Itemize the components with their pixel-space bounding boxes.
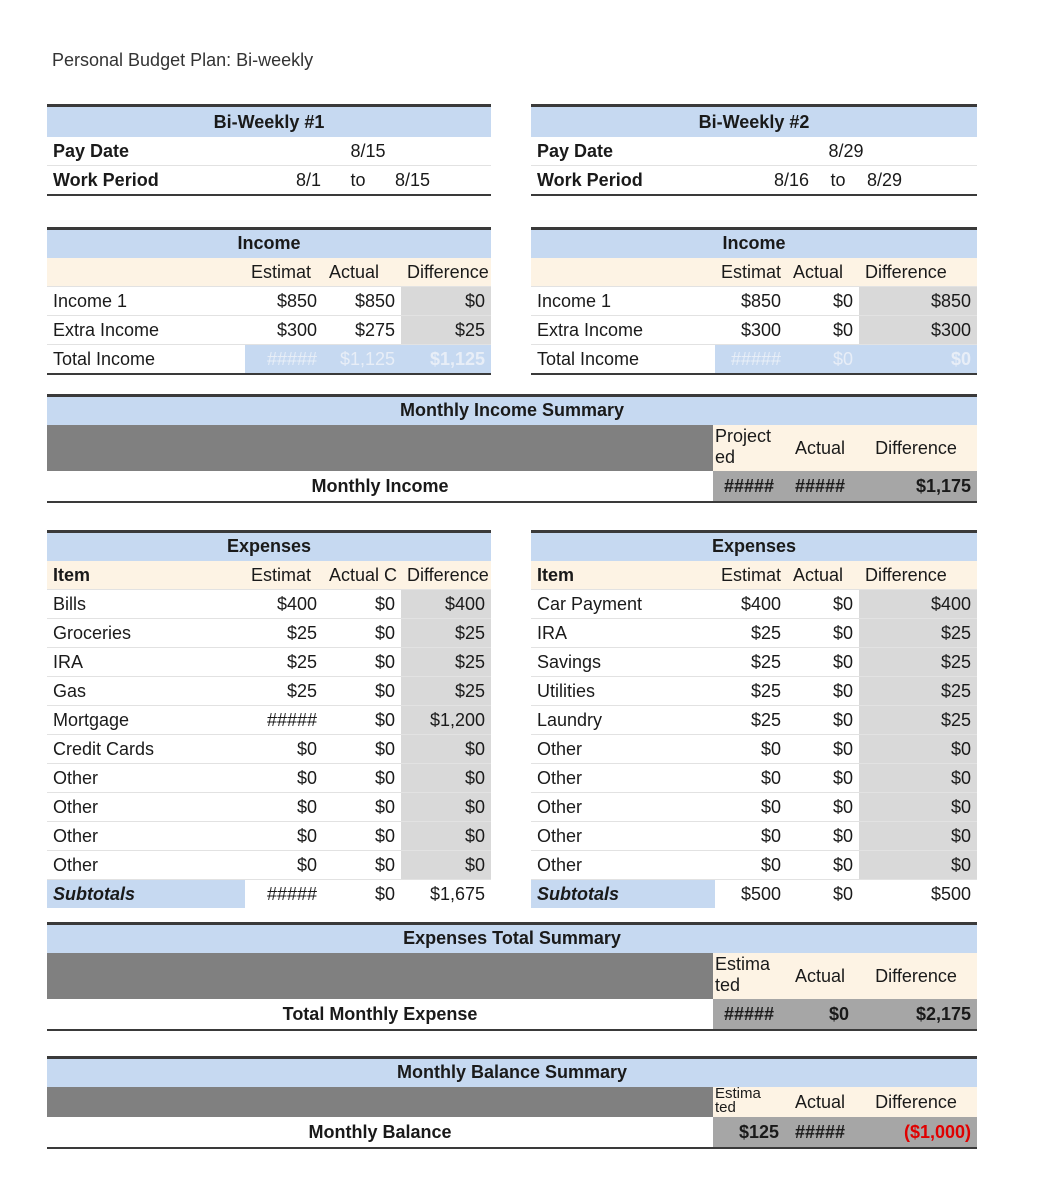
- expense-estimate[interactable]: $0: [296, 768, 317, 788]
- income-difference: $25: [401, 316, 491, 344]
- expense-actual[interactable]: $0: [374, 855, 395, 875]
- table-row: [531, 822, 977, 851]
- total-income-actual: $1,125: [323, 345, 401, 373]
- expense-estimate[interactable]: $0: [296, 855, 317, 875]
- col-estimate: Estimat: [251, 262, 312, 282]
- table-row: [47, 648, 491, 677]
- expense-difference: $0: [859, 851, 977, 879]
- total-expense-actual: $0: [785, 999, 855, 1029]
- pay-date-label: Pay Date: [53, 141, 130, 161]
- expense-actual[interactable]: $0: [832, 797, 853, 817]
- expense-estimate[interactable]: $0: [760, 826, 781, 846]
- expenses-total-summary: [47, 922, 977, 1031]
- work-period-to-label: to: [830, 170, 846, 190]
- expense-difference: $25: [859, 706, 977, 734]
- table-row: [47, 677, 491, 706]
- total-expense-difference: $2,175: [855, 999, 977, 1029]
- subtotal-estimate: #####: [245, 880, 323, 908]
- expense-estimate[interactable]: $25: [286, 652, 317, 672]
- monthly-balance-label: Monthly Balance: [308, 1122, 452, 1142]
- col-item: Item: [537, 565, 575, 585]
- expense-item: Savings: [537, 652, 602, 672]
- work-period-from[interactable]: 8/1: [295, 170, 321, 190]
- work-period-label: Work Period: [537, 170, 643, 190]
- table-row: [531, 619, 977, 648]
- monthly-balance-summary: [47, 1056, 977, 1149]
- biweekly-1-table: [47, 104, 491, 196]
- monthly-income-label: Monthly Income: [311, 476, 449, 496]
- expense-item: Gas: [53, 681, 87, 701]
- expense-item: Mortgage: [53, 710, 130, 730]
- expense-estimate[interactable]: $400: [740, 594, 781, 614]
- income-1-header: Income: [47, 227, 491, 258]
- monthly-balance-summary-header: Monthly Balance Summary: [47, 1056, 977, 1087]
- expense-item: Utilities: [537, 681, 596, 701]
- expense-estimate[interactable]: $0: [760, 855, 781, 875]
- expense-estimate[interactable]: $0: [296, 826, 317, 846]
- col-difference: Difference: [407, 262, 489, 282]
- col-actual: Actual: [329, 262, 380, 282]
- expense-estimate[interactable]: $0: [760, 797, 781, 817]
- table-row: [47, 735, 491, 764]
- col-estimate: Estimat: [721, 262, 782, 282]
- expense-actual[interactable]: $0: [832, 710, 853, 730]
- expense-difference: $0: [859, 735, 977, 763]
- expense-item: Car Payment: [537, 594, 643, 614]
- expenses-1-header: Expenses: [47, 530, 491, 561]
- expense-item: Other: [537, 768, 583, 788]
- table-row: [47, 764, 491, 793]
- expense-actual[interactable]: $0: [832, 739, 853, 759]
- expense-item: Other: [53, 797, 99, 817]
- monthly-income-difference: $1,175: [855, 471, 977, 501]
- col-estimated: Estima ted: [713, 1087, 785, 1117]
- expense-item: Laundry: [537, 710, 603, 730]
- income-difference: $300: [859, 316, 977, 344]
- expense-estimate[interactable]: $25: [286, 623, 317, 643]
- expenses-2-table: [531, 530, 977, 908]
- income-actual[interactable]: $0: [832, 320, 853, 340]
- expense-actual[interactable]: $0: [374, 623, 395, 643]
- subtotal-actual: $0: [323, 880, 401, 908]
- monthly-income-projected: #####: [713, 471, 785, 501]
- table-row: [531, 706, 977, 735]
- total-income-label: Total Income: [537, 349, 640, 369]
- table-row: [47, 590, 491, 619]
- expense-difference: $0: [859, 764, 977, 792]
- expense-item: IRA: [53, 652, 84, 672]
- col-actual: Actual C: [329, 565, 398, 585]
- income-label: Income 1: [537, 291, 612, 311]
- expense-actual[interactable]: $0: [374, 710, 395, 730]
- expense-actual[interactable]: $0: [832, 768, 853, 788]
- col-actual: Actual: [793, 262, 844, 282]
- expense-item: Other: [537, 855, 583, 875]
- page-title: Personal Budget Plan: Bi-weekly: [52, 50, 314, 70]
- expense-difference: $25: [859, 619, 977, 647]
- table-row: [531, 793, 977, 822]
- expense-actual[interactable]: $0: [832, 594, 853, 614]
- subtotals-label: Subtotals: [53, 884, 136, 904]
- expense-estimate[interactable]: $0: [296, 797, 317, 817]
- expense-item: Other: [537, 826, 583, 846]
- expense-difference: $0: [859, 822, 977, 850]
- expense-estimate[interactable]: $0: [296, 739, 317, 759]
- col-estimate: Estimat: [251, 565, 312, 585]
- expenses-total-summary-header: Expenses Total Summary: [47, 922, 977, 953]
- expense-actual[interactable]: $0: [832, 681, 853, 701]
- income-estimate[interactable]: $850: [740, 291, 781, 311]
- col-difference: Difference: [855, 1087, 977, 1117]
- col-difference: Difference: [855, 953, 977, 999]
- expense-difference: $1,200: [401, 706, 491, 734]
- expense-actual[interactable]: $0: [374, 768, 395, 788]
- col-difference: Difference: [855, 425, 977, 471]
- expense-difference: $400: [859, 590, 977, 618]
- expense-item: Other: [53, 855, 99, 875]
- total-income-difference: $0: [859, 345, 977, 373]
- pay-date-value[interactable]: 8/15: [350, 141, 386, 161]
- expense-actual[interactable]: $0: [832, 826, 853, 846]
- expense-difference: $25: [859, 677, 977, 705]
- income-2-header: Income: [531, 227, 977, 258]
- income-1-table: [47, 227, 491, 375]
- expense-item: Groceries: [53, 623, 132, 643]
- total-income-actual: $0: [787, 345, 859, 373]
- biweekly-2-header: Bi-Weekly #2: [531, 104, 977, 137]
- expense-actual[interactable]: $0: [832, 855, 853, 875]
- total-monthly-expense-label: Total Monthly Expense: [282, 1004, 478, 1024]
- expense-estimate[interactable]: $0: [760, 768, 781, 788]
- income-estimate[interactable]: $300: [740, 320, 781, 340]
- expense-difference: $400: [401, 590, 491, 618]
- expenses-2-header: Expenses: [531, 530, 977, 561]
- expense-difference: $25: [401, 677, 491, 705]
- expense-item: Other: [537, 739, 583, 759]
- monthly-balance-estimated: $125: [713, 1117, 785, 1147]
- total-expense-estimated: #####: [713, 999, 785, 1029]
- expense-difference: $25: [401, 648, 491, 676]
- expense-actual[interactable]: $0: [374, 652, 395, 672]
- income-actual[interactable]: $0: [832, 291, 853, 311]
- monthly-income-summary: [47, 394, 977, 503]
- col-actual: Actual: [793, 565, 844, 585]
- table-row: [47, 822, 491, 851]
- monthly-income-summary-header: Monthly Income Summary: [47, 394, 977, 425]
- pay-date-label: Pay Date: [537, 141, 614, 161]
- income-difference: $850: [859, 287, 977, 315]
- subtotal-difference: $1,675: [401, 880, 491, 908]
- expense-item: Other: [53, 826, 99, 846]
- col-estimated: Estima ted: [713, 953, 785, 999]
- col-difference: Difference: [865, 565, 947, 585]
- expense-item: Other: [537, 797, 583, 817]
- work-period-from[interactable]: 8/16: [773, 170, 809, 190]
- subtotal-estimate: $500: [715, 880, 787, 908]
- expenses-1-table: [47, 530, 491, 908]
- income-estimate[interactable]: $300: [276, 320, 317, 340]
- pay-date-value[interactable]: 8/29: [828, 141, 864, 161]
- col-actual: Actual: [785, 425, 855, 471]
- table-row: [47, 851, 491, 880]
- work-period-to-label: to: [350, 170, 366, 190]
- subtotal-actual: $0: [787, 880, 859, 908]
- income-label: Extra Income: [537, 320, 644, 340]
- col-estimate: Estimat: [721, 565, 782, 585]
- col-difference: Difference: [407, 565, 489, 585]
- table-row: [531, 764, 977, 793]
- table-row: [47, 619, 491, 648]
- income-difference: $0: [401, 287, 491, 315]
- expense-difference: $25: [401, 619, 491, 647]
- biweekly-1-header: Bi-Weekly #1: [47, 104, 491, 137]
- expense-difference: $0: [401, 735, 491, 763]
- expense-difference: $0: [401, 764, 491, 792]
- work-period-to[interactable]: 8/15: [395, 170, 431, 190]
- total-income-estimate: #####: [715, 345, 787, 373]
- subtotals-label: Subtotals: [537, 884, 620, 904]
- col-item: Item: [53, 565, 91, 585]
- col-actual: Actual: [785, 1087, 855, 1117]
- expense-item: Other: [53, 768, 99, 788]
- col-actual: Actual: [785, 953, 855, 999]
- monthly-balance-actual: #####: [785, 1117, 855, 1147]
- expense-actual[interactable]: $0: [374, 797, 395, 817]
- total-income-estimate: #####: [245, 345, 323, 373]
- subtotal-difference: $500: [859, 880, 977, 908]
- income-estimate[interactable]: $850: [276, 291, 317, 311]
- table-row: [531, 648, 977, 677]
- table-row: [531, 851, 977, 880]
- total-income-label: Total Income: [53, 349, 156, 369]
- table-row: [47, 793, 491, 822]
- expense-difference: $0: [401, 822, 491, 850]
- income-label: Extra Income: [53, 320, 160, 340]
- expense-estimate[interactable]: $25: [750, 710, 781, 730]
- expense-actual[interactable]: $0: [374, 739, 395, 759]
- expense-actual[interactable]: $0: [374, 594, 395, 614]
- expense-estimate[interactable]: $25: [750, 652, 781, 672]
- expense-estimate[interactable]: $25: [750, 623, 781, 643]
- table-row: [531, 590, 977, 619]
- expense-item: Bills: [53, 594, 87, 614]
- income-actual[interactable]: $850: [354, 291, 395, 311]
- col-projected: Project ed: [713, 425, 785, 471]
- table-row: [47, 706, 491, 735]
- expense-estimate[interactable]: $0: [760, 739, 781, 759]
- expense-difference: $0: [401, 851, 491, 879]
- expense-item: Credit Cards: [53, 739, 155, 759]
- table-row: [531, 735, 977, 764]
- monthly-balance-difference: ($1,000): [855, 1117, 977, 1147]
- expense-actual[interactable]: $0: [374, 826, 395, 846]
- table-row: [531, 677, 977, 706]
- total-income-difference: $1,125: [401, 345, 491, 373]
- income-actual[interactable]: $275: [354, 320, 395, 340]
- expense-estimate[interactable]: #####: [266, 710, 317, 730]
- col-difference: Difference: [865, 262, 947, 282]
- expense-difference: $0: [859, 793, 977, 821]
- expense-actual[interactable]: $0: [832, 652, 853, 672]
- income-label: Income 1: [53, 291, 128, 311]
- biweekly-2-table: [531, 104, 977, 196]
- expense-actual[interactable]: $0: [832, 623, 853, 643]
- expense-estimate[interactable]: $25: [750, 681, 781, 701]
- work-period-label: Work Period: [53, 170, 159, 190]
- expense-estimate[interactable]: $400: [276, 594, 317, 614]
- expense-difference: $25: [859, 648, 977, 676]
- income-2-table: [531, 227, 977, 375]
- expense-estimate[interactable]: $25: [286, 681, 317, 701]
- monthly-income-actual: #####: [785, 471, 855, 501]
- expense-item: IRA: [537, 623, 568, 643]
- work-period-to[interactable]: 8/29: [867, 170, 903, 190]
- expense-actual[interactable]: $0: [374, 681, 395, 701]
- expense-difference: $0: [401, 793, 491, 821]
